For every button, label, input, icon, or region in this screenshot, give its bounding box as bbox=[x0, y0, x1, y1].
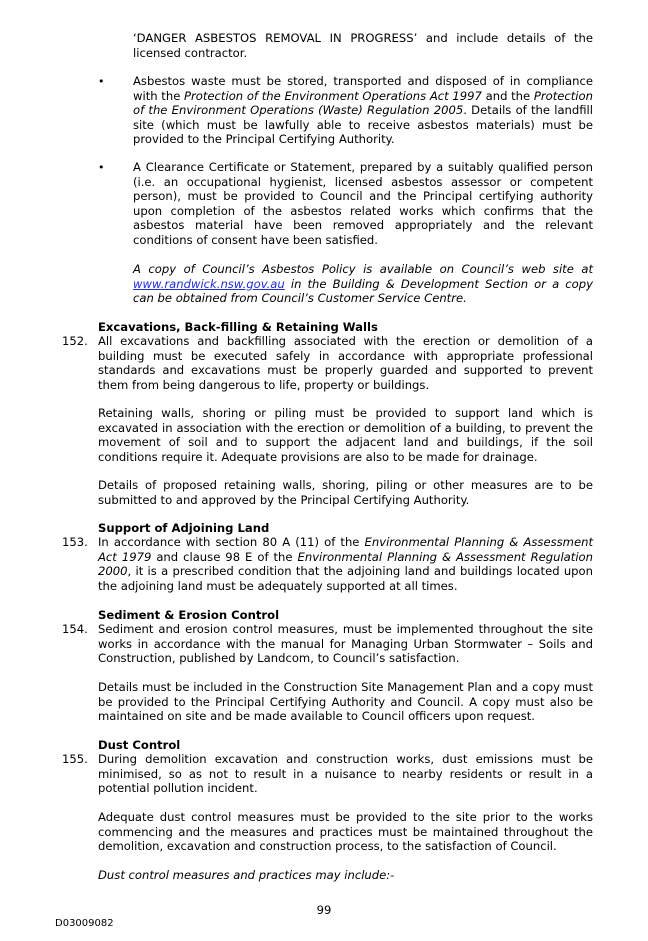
section-heading-adjoining-land: Support of Adjoining Land bbox=[98, 521, 270, 535]
section-153-paragraph: In accordance with section 80 A (11) of the Environmental Planning & Assessment Act 1979 and clause 98 E of the Environmental Planning & Assessment Regulation 2000, it is a prescribed condition that the adjoining land and buildings located upon the adjoining land must be adequately supported at all times. bbox=[98, 535, 593, 593]
intro-paragraph: ‘DANGER ASBESTOS REMOVAL IN PROGRESS’ and include details of the licensed contractor. bbox=[133, 31, 593, 60]
section-152-paragraph-3: Details of proposed retaining walls, shoring, piling or other measures are to be submitted to and approved by the Principal Certifying Authority. bbox=[98, 478, 593, 507]
section-155-paragraph-2: Adequate dust control measures must be provided to the site prior to the works commencing and the measures and practices must be maintained throughout the demolition, excavation and construction process, to the satisfaction of Council. bbox=[98, 810, 593, 854]
section-155-paragraph-1: During demolition excavation and construction works, dust emissions must be minimised, so as not to result in a nuisance to nearby residents or result in a potential pollution incident. bbox=[98, 752, 593, 796]
section-heading-dust-control: Dust Control bbox=[98, 738, 181, 752]
section-number: 153. bbox=[62, 535, 88, 549]
section-number: 152. bbox=[62, 334, 88, 348]
section-number: 155. bbox=[62, 752, 88, 766]
page-number: 99 bbox=[316, 903, 332, 917]
section-155-paragraph-3: Dust control measures and practices may include:- bbox=[98, 868, 395, 882]
council-website-link[interactable]: www.randwick.nsw.gov.au bbox=[133, 276, 285, 291]
bullet-waste-paragraph: Asbestos waste must be stored, transported and disposed of in compliance with the Protection of the Environment Operations Act 1997 and the Protection of the Environment Operations (Waste) Regulation 2005. Details of the landfill site (which must be lawfully able to receive asbestos materials) must be provided to the Principal Certifying Authority. bbox=[133, 74, 594, 147]
section-154-paragraph-2: Details must be included in the Construction Site Management Plan and a copy must be provided to the Principal Certifying Authority and Council. A copy must also be maintained on site and be made available to Council officers upon request. bbox=[98, 680, 593, 724]
bullet-marker: • bbox=[98, 161, 105, 174]
section-number: 154. bbox=[62, 622, 88, 636]
asbestos-policy-note: A copy of Council’s Asbestos Policy is available on Council’s web site at www.randwick.nsw.gov.au in the Building & Development Section or a copy can be obtained from Council’s Customer Service Centre. bbox=[133, 262, 593, 306]
document-id: D03009082 bbox=[55, 918, 114, 929]
section-152-paragraph-2: Retaining walls, shoring or piling must be provided to support land which is excavated in association with the erection or demolition of a building, to prevent the movement of soil and to support the adjacent land and buildings, if the soil conditions require it. Adequate provisions are also to be made for drainage. bbox=[98, 406, 593, 464]
bullet-clearance-paragraph: A Clearance Certificate or Statement, prepared by a suitably qualified person (i.e. an occupational hygienist, licensed asbestos assessor or competent person), must be provided to Council and the Principal certifying authority upon completion of the asbestos related works which confirms that the asbestos material have been removed appropriately and the relevant conditions of consent have been satisfied. bbox=[133, 160, 593, 247]
section-heading-excavations: Excavations, Back-filling & Retaining Walls bbox=[98, 320, 378, 334]
section-heading-sediment-erosion: Sediment & Erosion Control bbox=[98, 608, 280, 622]
section-154-paragraph-1: Sediment and erosion control measures, must be implemented throughout the site works in accordance with the manual for Managing Urban Stormwater – Soils and Construction, published by Landcom, to Council’s satisfaction. bbox=[98, 622, 593, 666]
bullet-marker: • bbox=[98, 75, 105, 88]
section-152-paragraph-1: All excavations and backfilling associated with the erection or demolition of a building must be executed safely in accordance with appropriate professional standards and excavations must be properly guarded and supported to prevent them from being dangerous to life, property or buildings. bbox=[98, 334, 593, 392]
